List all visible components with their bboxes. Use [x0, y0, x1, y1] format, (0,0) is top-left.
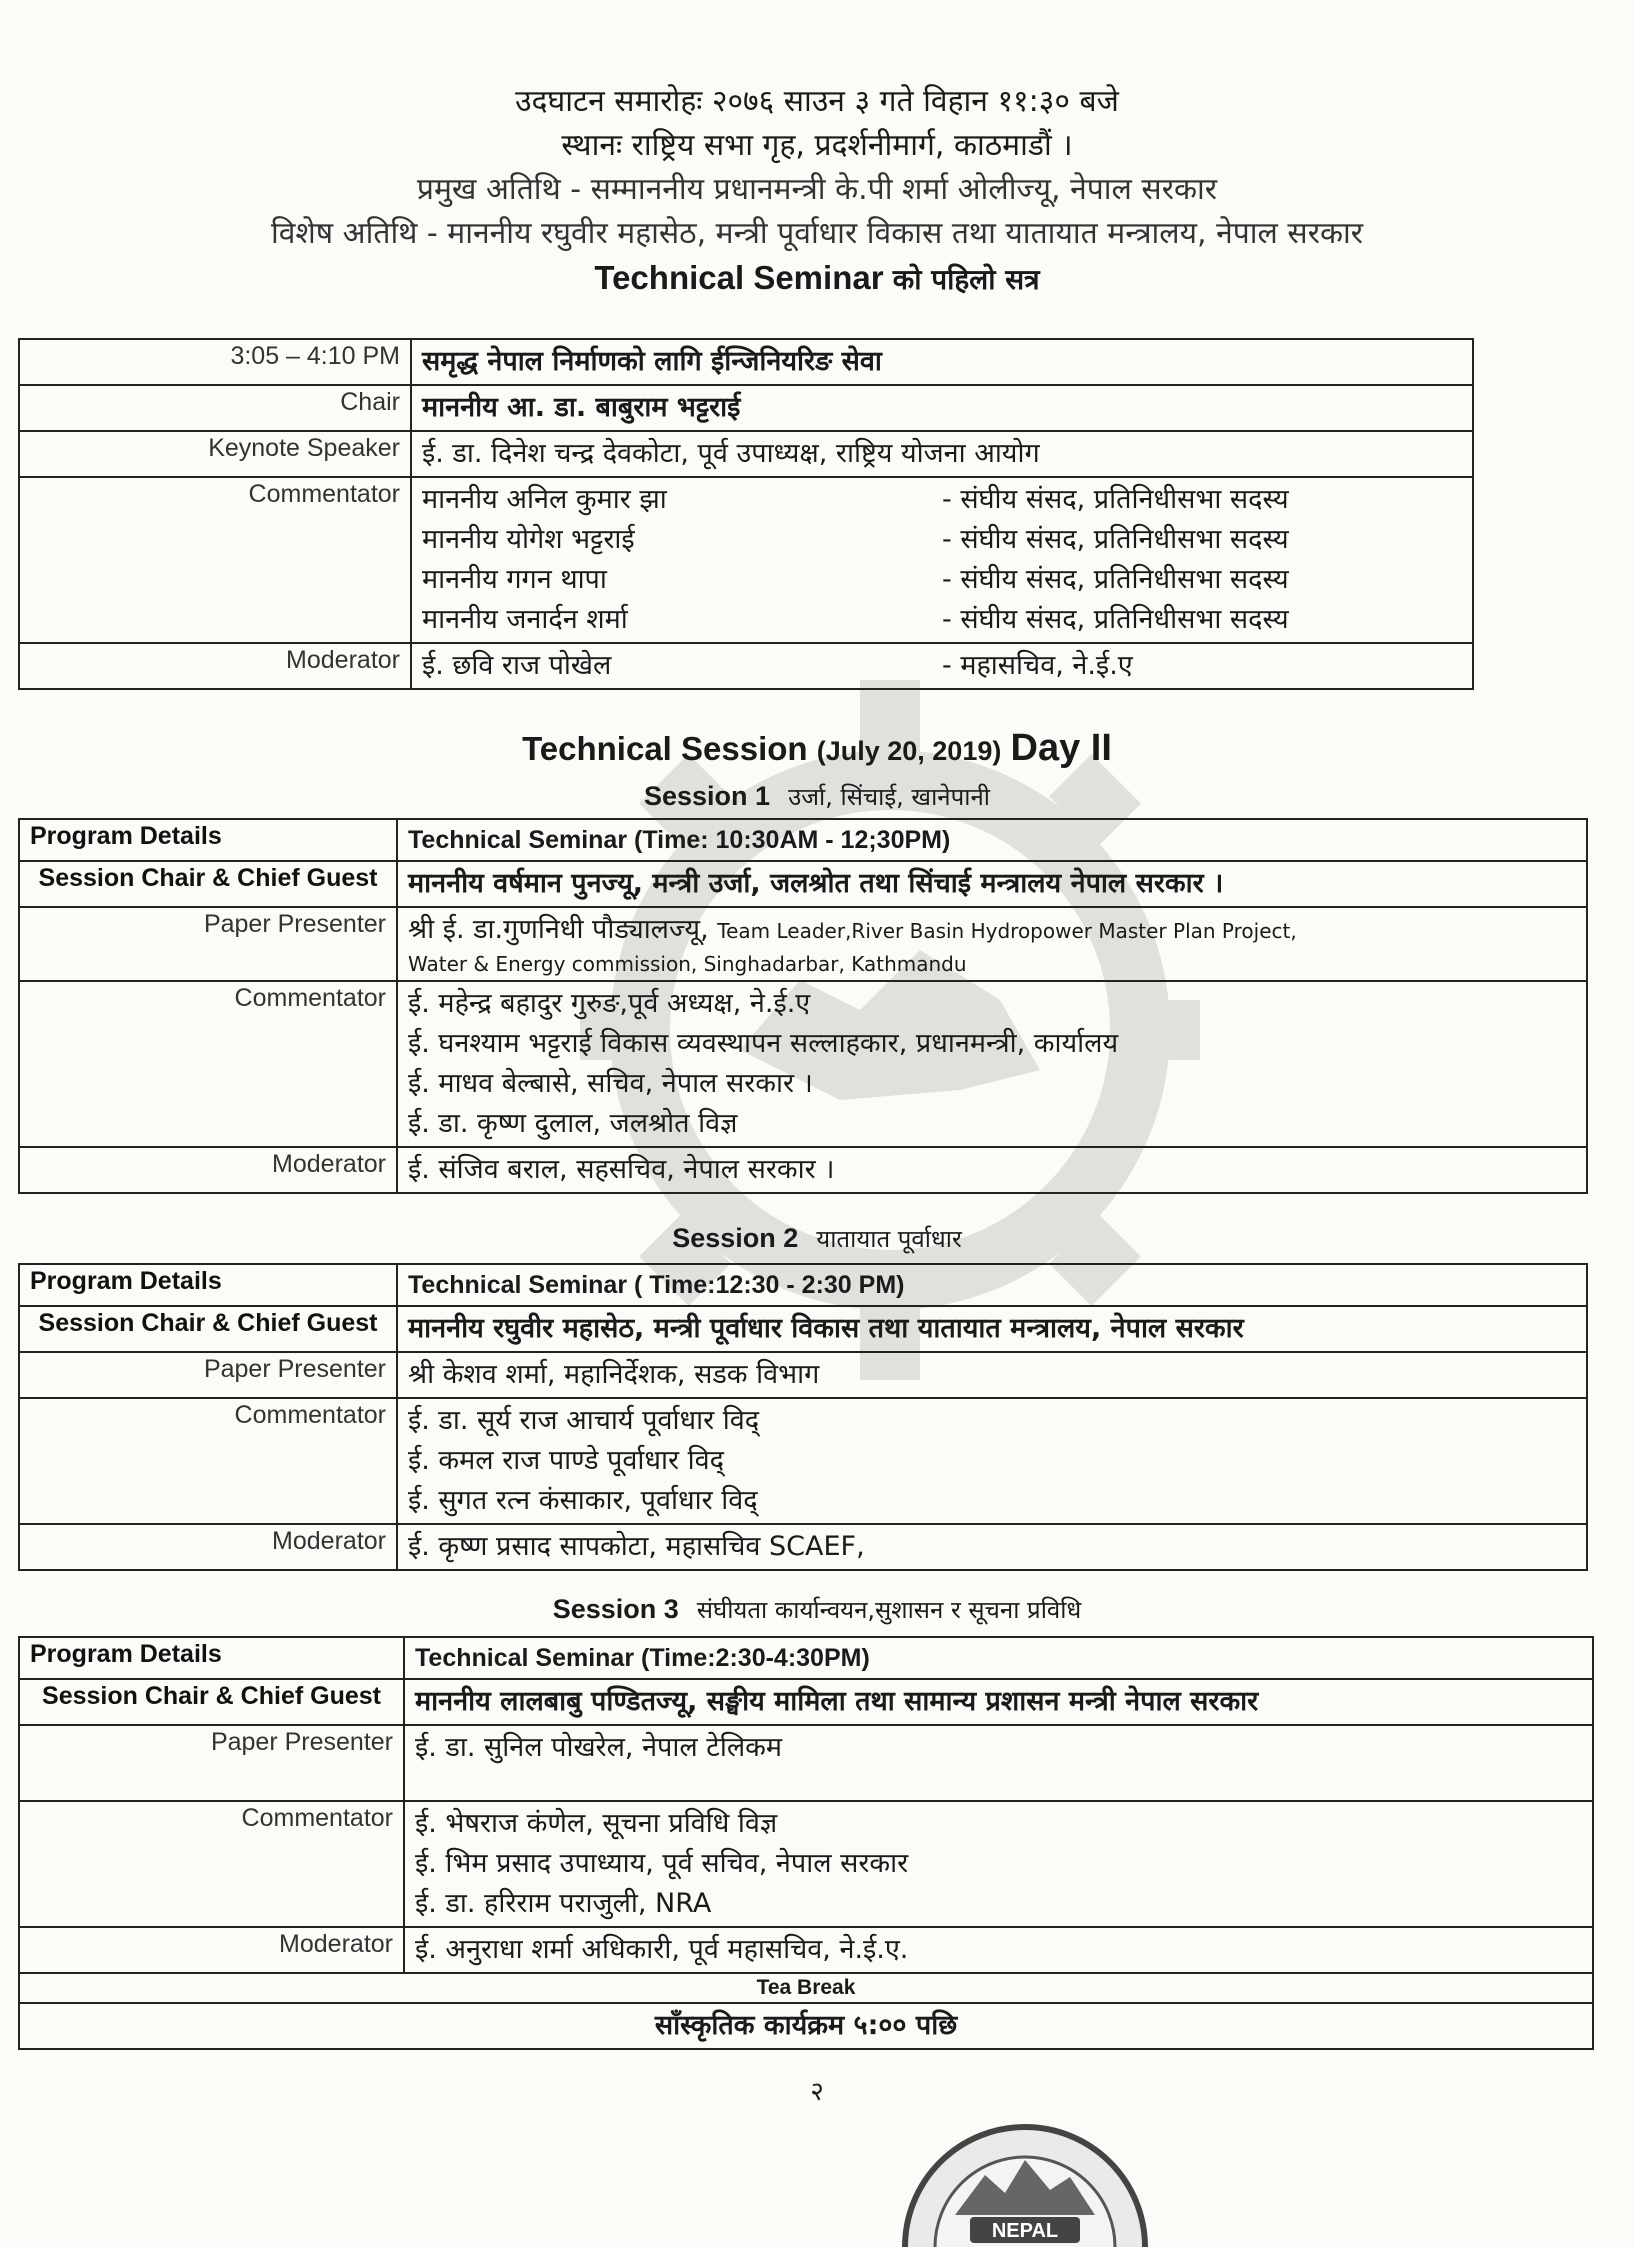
table-row	[19, 1973, 1593, 2003]
session3-title: Session 3 संघीयता कार्यान्वयन,सुशासन र सूचना प्रविधि	[552, 1594, 1082, 1624]
chair-label: Chair	[19, 385, 411, 431]
list-item: माननीय योगेश भट्टराई - संघीय संसद, प्रतिनिधीसभा सदस्य	[422, 524, 1289, 555]
session1-table	[18, 818, 1588, 1194]
table-row: Moderator ई. कृष्ण प्रसाद सापकोटा, महासचिव SCAEF,	[19, 1524, 1587, 1570]
table-row: Moderator ई. संजिव बराल, सहसचिव, नेपाल सरकार ।	[19, 1147, 1587, 1193]
table-row: Paper Presenter श्री केशव शर्मा, महानिर्देशक, सडक विभाग	[19, 1352, 1587, 1398]
table-row: Session Chair & Chief Guest माननीय रघुवीर महासेठ, मन्त्री पूर्वाधार विकास तथा यातायात मन्त्रालय, नेपाल सरकार	[19, 1306, 1587, 1352]
list-item: माननीय गगन थापा - संघीय संसद, प्रतिनिधीसभा सदस्य	[422, 564, 1289, 595]
chair-value: माननीय आ. डा. बाबुराम भट्टराई	[411, 385, 1473, 431]
session1-title: Session 1 उर्जा, सिंचाई, खानेपानी	[644, 781, 990, 811]
keynote-label: Keynote Speaker	[19, 431, 411, 477]
list-item: ई. डा. सूर्य राज आचार्य पूर्वाधार विद्	[408, 1405, 760, 1436]
seal-text: NEPAL	[991, 2220, 1059, 2242]
table-row	[19, 385, 1473, 431]
table-row: Program Details Technical Seminar (Time: 10:30AM - 12;30PM)	[19, 819, 1587, 861]
list-item: ई. डा. कृष्ण दुलाल, जलश्रोत विज्ञ	[408, 1108, 738, 1139]
table-row	[19, 431, 1473, 477]
list-item: ई. सुगत रत्न कंसाकार, पूर्वाधार विद्	[408, 1485, 758, 1516]
inauguration-line: उदघाटन समारोहः २०७६ साउन ३ गते विहान ११:३० बजे	[515, 84, 1119, 119]
list-item: ई. भिम प्रसाद उपाध्याय, पूर्व सचिव, नेपाल सरकार	[415, 1848, 909, 1879]
table-row: Paper Presenter श्री ई. डा.गुणनिधी पौड्यालज्यू, Team Leader,River Basin Hydropower Master Plan Project, Water & Energy commission, Singhadarbar, Kathmandu	[19, 907, 1587, 981]
moderator-value: ई. छवि राज पोखेल - महासचिव, ने.ई.ए	[411, 643, 1473, 689]
special-guest-line: विशेष अतिथि - माननीय रघुवीर महासेठ, मन्त्री पूर्वाधार विकास तथा यातायात मन्त्रालय, नेपाल सरकार	[270, 216, 1364, 251]
header	[0, 80, 1634, 302]
table-row	[19, 2003, 1593, 2049]
seminar1-title-np: को पहिलो सत्र	[892, 263, 1040, 296]
page-number: २	[810, 2077, 824, 2107]
list-item: ई. डा. हरिराम पराजुली, NRA	[415, 1888, 712, 1919]
list-item: ई. महेन्द्र बहादुर गुरुङ,पूर्व अध्यक्ष, ने.ई.ए	[408, 988, 811, 1019]
commentator-list	[404, 1801, 1593, 1927]
list-item: माननीय अनिल कुमार झा - संघीय संसद, प्रतिनिधीसभा सदस्य	[422, 484, 1289, 515]
table-row: Program Details Technical Seminar (Time:2:30-4:30PM)	[19, 1637, 1593, 1679]
table-row: Commentator ई. महेन्द्र बहादुर गुरुङ,पूर्व अध्यक्ष, ने.ई.ए ई. घनश्याम भट्टराई विकास व्यवस्थापन सल्लाहकार, प्रधानमन्त्री, कार्यालय ई. माधव बेल्बासे, सचिव, नेपाल सरकार । ई. डा. कृष्ण दुलाल, जलश्रोत विज्ञ	[19, 981, 1587, 1147]
time-cell: 3:05 – 4:10 PM	[19, 339, 411, 385]
session2-table	[18, 1263, 1588, 1571]
venue-line: स्थानः राष्ट्रिय सभा गृह, प्रदर्शनीमार्ग, काठमाडौं ।	[561, 128, 1073, 163]
seminar1-title	[0, 256, 1634, 302]
commentator-list	[411, 477, 1473, 643]
table-row: Program Details Technical Seminar ( Time:12:30 - 2:30 PM)	[19, 1264, 1587, 1306]
moderator-label: Moderator	[19, 643, 411, 689]
session2-title: Session 2 यातायात पूर्वाधार	[672, 1223, 962, 1253]
list-item: माननीय जनार्दन शर्मा - संघीय संसद, प्रतिनिधीसभा सदस्य	[422, 604, 1289, 635]
table-row	[19, 643, 1473, 689]
session3-table	[18, 1636, 1594, 2050]
table-row	[19, 477, 1473, 643]
day2-title: Technical Session (July 20, 2019) Day II	[522, 727, 1112, 769]
table-row: Session Chair & Chief Guest माननीय वर्षमान पुनज्यू, मन्त्री उर्जा, जलश्रोत तथा सिंचाई मन्त्रालय नेपाल सरकार ।	[19, 861, 1587, 907]
list-item: ई. भेषराज कंणेल, सूचना प्रविधि विज्ञ	[415, 1808, 778, 1839]
keynote-value: ई. डा. दिनेश चन्द्र देवकोटा, पूर्व उपाध्यक्ष, राष्ट्रिय योजना आयोग	[411, 431, 1473, 477]
seminar1-table	[18, 338, 1474, 690]
cultural-program: साँस्कृतिक कार्यक्रम ५:०० पछि	[19, 2003, 1593, 2049]
table-row: Commentator ई. भेषराज कंणेल, सूचना प्रविधि विज्ञ ई. भिम प्रसाद उपाध्याय, पूर्व सचिव, नेपाल सरकार ई. डा. हरिराम पराजुली, NRA	[19, 1801, 1593, 1927]
list-item: ई. माधव बेल्बासे, सचिव, नेपाल सरकार ।	[408, 1068, 813, 1099]
topic-cell: समृद्ध नेपाल निर्माणको लागि ईन्जिनियरिङ सेवा	[411, 339, 1473, 385]
table-row: Session Chair & Chief Guest माननीय लालबाबु पण्डितज्यू, सङ्घीय मामिला तथा सामान्य प्रशासन मन्त्री नेपाल सरकार	[19, 1679, 1593, 1725]
chief-guest-line: प्रमुख अतिथि - सम्माननीय प्रधानमन्त्री के.पी शर्मा ओलीज्यू, नेपाल सरकार	[416, 172, 1218, 207]
commentator-list	[397, 1398, 1587, 1524]
commentator-list	[397, 981, 1587, 1147]
commentator-label: Commentator	[19, 477, 411, 643]
table-row: Paper Presenter ई. डा. सुनिल पोखरेल, नेपाल टेलिकम	[19, 1725, 1593, 1801]
tea-break: Tea Break	[19, 1973, 1593, 2003]
table-row: Commentator ई. डा. सूर्य राज आचार्य पूर्वाधार विद् ई. कमल राज पाण्डे पूर्वाधार विद् ई. सुगत रत्न कंसाकार, पूर्वाधार विद्	[19, 1398, 1587, 1524]
table-row	[19, 339, 1473, 385]
presenter-cell: श्री ई. डा.गुणनिधी पौड्यालज्यू, Team Leader,River Basin Hydropower Master Plan Project, Water & Energy commission, Singhadarbar, Kathmandu	[397, 907, 1587, 981]
seminar1-title-en: Technical Seminar	[594, 259, 884, 296]
table-row: Moderator ई. अनुराधा शर्मा अधिकारी, पूर्व महासचिव, ने.ई.ए.	[19, 1927, 1593, 1973]
list-item: ई. कमल राज पाण्डे पूर्वाधार विद्	[408, 1445, 724, 1476]
list-item: ई. घनश्याम भट्टराई विकास व्यवस्थापन सल्लाहकार, प्रधानमन्त्री, कार्यालय	[408, 1028, 1119, 1059]
nepal-seal-logo	[900, 2105, 1150, 2247]
